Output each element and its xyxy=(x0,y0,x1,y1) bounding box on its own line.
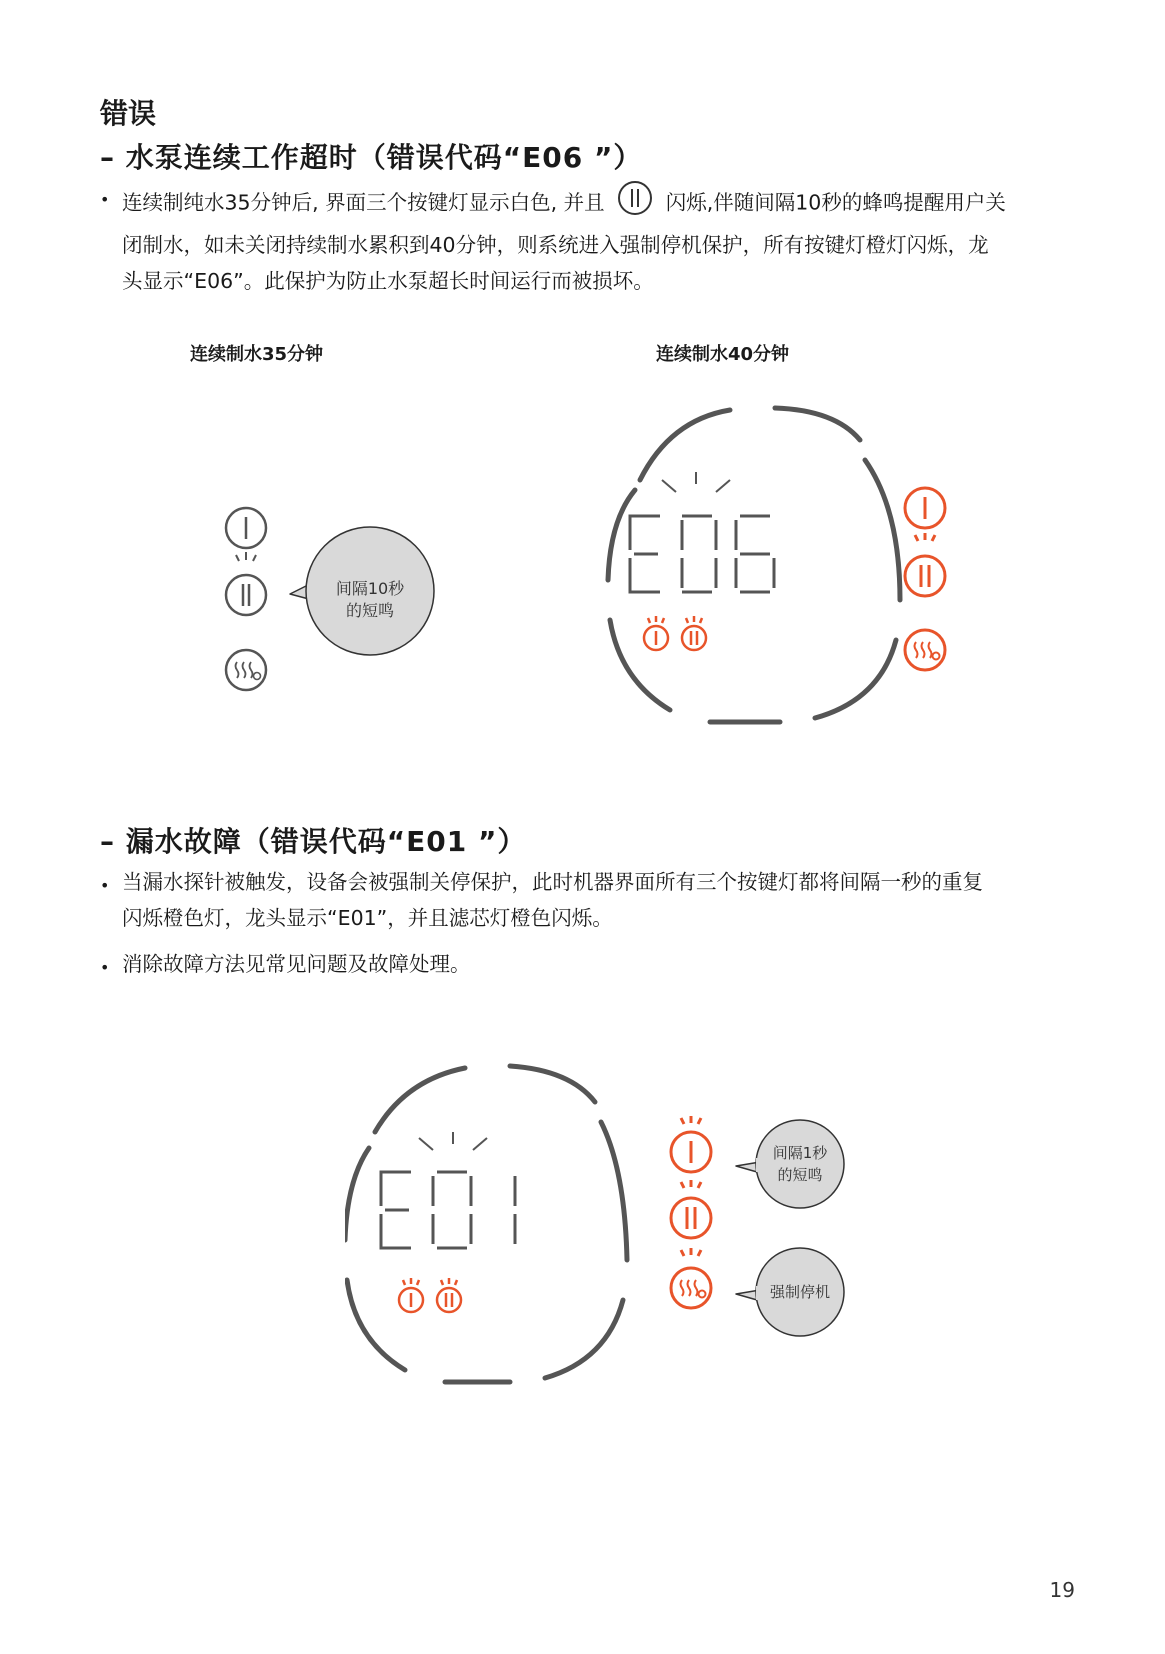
beep-bubble-1s xyxy=(750,1142,850,1186)
display-orange-icons xyxy=(399,1278,461,1312)
bubble-line2: 的短鸣 xyxy=(777,1166,823,1184)
pure-water-button-icon xyxy=(226,575,266,615)
display-outline xyxy=(345,1066,627,1382)
display-blink-marks xyxy=(662,472,730,492)
section-title: 错误 xyxy=(100,97,157,130)
pump-line2: 闭制水，如未关闭持续制水累积到40分钟，则系统进入强制停机保护，所有按键灯橙灯闪烁，龙 xyxy=(122,233,989,257)
display-outline xyxy=(608,408,900,722)
pump-line3: 头显示“E06”。此保护为防止水泵超长时间运行而被损坏。 xyxy=(122,269,654,293)
display-orange-icons xyxy=(644,616,706,650)
bullet: • xyxy=(100,876,110,895)
leak-line3: 消除故障方法见常见问题及故障处理。 xyxy=(122,952,471,976)
faucet-display-e01 xyxy=(345,1060,685,1390)
hot-water-button-icon xyxy=(226,650,266,690)
bullet: • xyxy=(100,958,110,977)
segment-digits xyxy=(630,516,774,592)
button-panel-orange-e06 xyxy=(895,480,965,680)
bullet: • xyxy=(100,190,110,209)
pump-paragraph xyxy=(122,180,1072,299)
forced-stop-bubble: 强制停机 xyxy=(769,1283,830,1301)
bubble-line1: 间隔1秒 xyxy=(772,1144,828,1162)
page-number: 19 xyxy=(1049,1578,1075,1602)
leak-line2: 闪烁橙色灯，龙头显示“E01”，并且滤芯灯橙色闪烁。 xyxy=(122,906,613,930)
leak-line1: 当漏水探针被触发，设备会被强制关停保护，此时机器界面所有三个按键灯都将间隔一秒的重复 xyxy=(122,870,983,894)
pump-line1a: 连续制纯水35分钟后, 界面三个按键灯显示白色, 并且 xyxy=(122,190,605,215)
pure-water-icon xyxy=(617,180,653,227)
caption-40min: 连续制水40分钟 xyxy=(656,344,790,365)
pump-line1b: 闪烁,伴随间隔10秒的蜂鸣提醒用户关 xyxy=(665,190,1006,215)
beep-bubble-10s xyxy=(310,578,430,622)
water-button-icon xyxy=(226,508,266,548)
blink-mark-icon xyxy=(236,552,256,561)
bubble-line2: 的短鸣 xyxy=(345,601,394,620)
bubble-line1: 间隔10秒 xyxy=(335,579,405,598)
pump-heading: – 水泵连续工作超时（错误代码“E06 ”） xyxy=(100,141,643,174)
leak-paragraph xyxy=(122,864,1072,936)
leak-heading: – 漏水故障（错误代码“E01 ”） xyxy=(100,825,527,858)
caption-35min: 连续制水35分钟 xyxy=(190,344,324,365)
display-blink-marks xyxy=(419,1132,487,1150)
segment-digits xyxy=(381,1172,515,1248)
